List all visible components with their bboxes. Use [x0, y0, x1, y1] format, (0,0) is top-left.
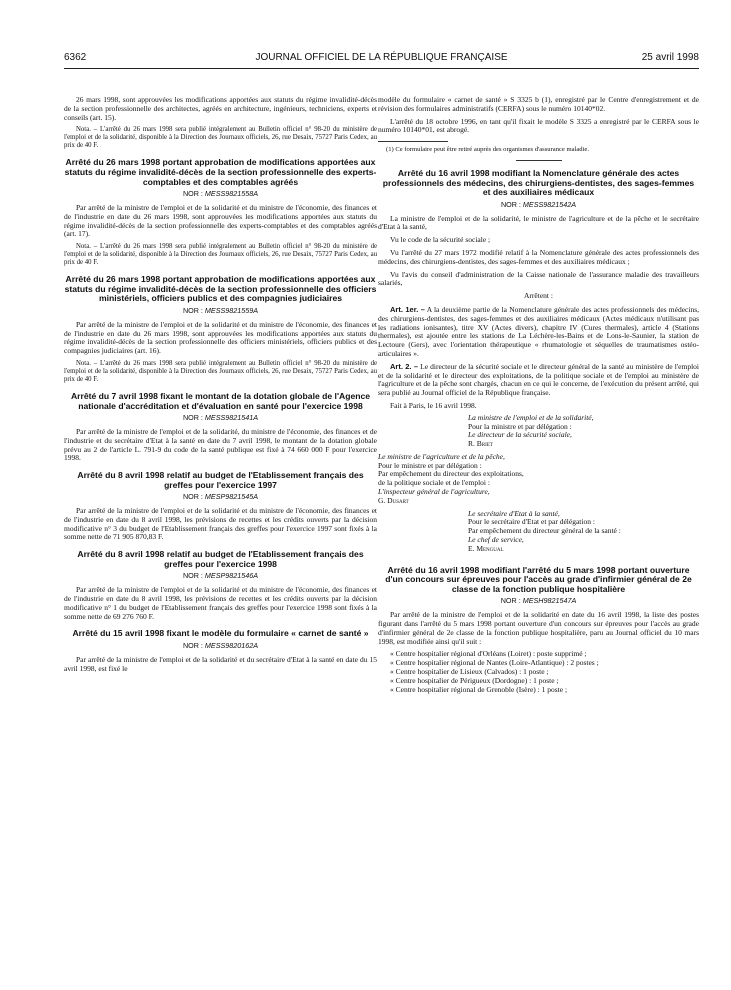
- decree-body: Par arrêté de la ministre de l'emploi et de la solidarité et du ministre de l'économie, des finances et de l'industrie en date du 26 mars 1998, sont approuvées les modifications apportées aux statuts du régime invalidité-décès de la section professionnelle des officiers ministériels, officiers publics et des compagnies judiciaires (art. 16).: [64, 319, 377, 356]
- decree-title: Arrêté du 26 mars 1998 portant approbation de modifications apportées aux statuts du régime invalidité-décès de la section professionnelle des officiers ministériels, officiers publics et des compagnies judiciaires: [64, 274, 377, 304]
- decree-title: Arrêté du 8 avril 1998 relatif au budget de l'Etablissement français des greffes pour l'exercice 1997: [77, 470, 364, 490]
- decree-title: Arrêté du 8 avril 1998 relatif au budget de l'Etablissement français des greffes pour l'exercice 1998: [77, 549, 364, 569]
- decree-body: Par arrêté de la ministre de l'emploi et de la solidarité et du ministre de l'économie, des finances et de l'industrie en date du 8 avril 1998, les prévisions de recettes et les crédits ouverts par la décision modificative n° 3 du budget de l'Etablissement français des greffes pour l'exercice 1997 sont fixés à la somme nette de 71 905 870,83 F.: [64, 506, 377, 542]
- decree-body: Par arrêté de la ministre de l'emploi et de la solidarité, du ministre de l'économie, des finances et de l'industrie et du secrétaire d'Etat à la santé en date du 7 avril 1998, le montant de la dotation globale prévu au 2 de l'article L. 791-9 du code de la santé publique est fixé à 74 660 000 F pour l'exercice 1998.: [64, 426, 377, 463]
- place-date: Fait à Paris, le 16 avril 1998.: [390, 400, 477, 410]
- issue-date: 25 avril 1998: [641, 52, 699, 63]
- post-list-item: « Centre hospitalier régional d'Orléans (Loiret) : poste supprimé ;: [390, 649, 587, 659]
- decree-body: Par arrêté de la ministre de l'emploi et de la solidarité et du ministre de l'économie, des finances et de l'industrie en date du 26 mars 1998, sont approuvées les modifications apportées aux statuts du régime invalidité-décès de la section professionnelle des experts-comptables et des comptables agréés (art. 17).: [64, 202, 377, 239]
- decree-body: Par arrêté de la ministre de l'emploi et de la solidarité et du secrétaire d'Etat à la santé en date du 15 avril 1998, est fixé le: [64, 654, 377, 673]
- preamble: La ministre de l'emploi et de la solidarité, le ministre de l'agriculture et de la pêche et le secrétaire d'Etat à la santé,: [378, 213, 699, 232]
- decree-body: Par arrêté de la ministre de l'emploi et de la solidarité et du ministre de l'économie, des finances et de l'industrie en date du 8 avril 1998, les prévisions de recettes et les crédits ouverts par la décision modificative n° 1 du budget de l'Etablissement français des greffes pour l'exercice 1998 sont fixés à la somme nette de 69 276 760 F.: [64, 585, 377, 621]
- visa: Vu l'avis du conseil d'administration de la Caisse nationale de l'assurance maladie des travailleurs salariés,: [378, 269, 699, 288]
- page-number: 6362: [64, 52, 87, 63]
- footnote-rule: [378, 141, 448, 142]
- post-list-item: « Centre hospitalier régional de Nantes (Loire-Atlantique) : 2 postes ;: [390, 658, 599, 668]
- left-column: [64, 96, 377, 677]
- nor-reference: NOR : MESS9821542A: [500, 199, 577, 209]
- signature-block: Le secrétaire d'Etat à la santé, Pour le secrétaire d'Etat et par délégation : Par empêchement du directeur général de la santé : Le chef de service, E. Mengual: [468, 508, 621, 553]
- decree-note: Nota. – L'arrêté du 26 mars 1998 sera publié intégralement au Bulletin officiel n° 98-20 du ministère de l'emploi et de la solidarité, disponible à la Direction des Journaux officiels, 26, rue Desaix, 75727 Paris Cedex, au prix de 40 F.: [64, 359, 377, 383]
- nor-reference: NOR : MESP9821545A: [182, 492, 259, 502]
- post-list-item: « Centre hospitalier régional de Grenoble (Isère) : 1 poste ;: [390, 684, 568, 694]
- continued-paragraph: L'arrêté du 18 octobre 1996, en tant qu'il fixait le modèle S 3325 a enregistré par le CERFA sous le numéro 10140*01, est abrogé.: [378, 116, 699, 135]
- post-list-item: « Centre hospitalier de Lisieux (Calvados) : 1 poste ;: [390, 667, 549, 677]
- right-column: [378, 96, 699, 694]
- decree-title: Arrêté du 26 mars 1998 portant approbation de modifications apportées aux statuts du régime invalidité-décès de la section professionnelle des experts-comptables et des comptables agréés: [64, 157, 377, 187]
- article-1: Art. 1er. – A la deuxième partie de la Nomenclature générale des actes professionnels des médecins, des chirurgiens-dentistes, des sages-femmes et des auxiliaires médicaux (Actes médicaux n'utilisant pas les radiations ionisantes), titre XV (Actes divers), chapitre IV (Cures thermales), article 4 (Stations thermales), est ajoutée entre les stations de La Léchère-les-Bains et de Lons-le-Saunier, la station de Lectoure (Gers), avec l'orientation thérapeutique « rhumatologie et séquelles de traumatismes ostéo-articulaires ».: [378, 304, 700, 358]
- intro-paragraph: 26 mars 1998, sont approuvées les modifications apportées aux statuts du régime invalidité-décès de la section professionnelle des architectes, agréés en architecture, ingénieurs, techniciens, experts et conseils (art. 15).: [64, 95, 377, 122]
- decree-title: Arrêté du 15 avril 1998 fixant le modèle du formulaire « carnet de santé »: [72, 628, 369, 639]
- nor-reference: NOR : MESS9821559A: [182, 305, 259, 315]
- decree-title: Arrêté du 7 avril 1998 fixant le montant de la dotation globale de l'Agence nationale d'accréditation et d'évaluation en santé pour l'exercice 1998: [70, 390, 371, 411]
- page-header: [64, 52, 699, 66]
- arretent: Arrêtent :: [524, 291, 553, 301]
- post-list-item: « Centre hospitalier de Périgueux (Dordogne) : 1 poste ;: [390, 675, 559, 685]
- decree-note: Nota. – L'arrêté du 26 mars 1998 sera publié intégralement au Bulletin officiel n° 98-20 du ministère de l'emploi et de la solidarité, disponible à la Direction des Journaux officiels, 26, rue Desaix, 75727 Paris Cedex, au prix de 40 F.: [64, 243, 377, 267]
- nor-reference: NOR : MESS9820162A: [182, 641, 259, 651]
- signature-block: Le ministre de l'agriculture et de la pêche, Pour le ministre et par délégation : Par empêchement du directeur des exploitations, de la politique sociale et de l'emploi : L'inspecteur général de l'agriculture, G. Dusart: [378, 451, 524, 505]
- visa: Vu l'arrêté du 27 mars 1972 modifié relatif à la Nomenclature générale des actes professionnels des médecins, des chirurgiens-dentistes, des sages-femmes et des auxiliaires médicaux ;: [378, 247, 699, 266]
- article-2: Art. 2. – Le directeur de la sécurité sociale et le directeur général de la santé au ministère de l'emploi et de la solidarité et le directeur des exploitations, de la politique sociale et de l'emploi au ministère de l'agriculture et de la pêche sont chargés, chacun en ce qui le concerne, de l'exécution du présent arrêté, qui sera publié au Journal officiel de la République française.: [378, 361, 699, 398]
- header-rule: [64, 68, 699, 69]
- decree-title: Arrêté du 16 avril 1998 modifiant l'arrêté du 5 mars 1998 portant ouverture d'un concours sur épreuves pour l'accès au grade d'infirmier général de 2e classe de la fonction publique hospitalière: [385, 564, 692, 594]
- section-separator: [516, 160, 562, 161]
- visa: Vu le code de la sécurité sociale ;: [390, 235, 491, 245]
- continued-paragraph: modèle du formulaire « carnet de santé » S 3325 b (1), enregistré par le Centre d'enregistrement et de révision des formulaires administratifs (CERFA) sous le numéro 10140*02.: [378, 95, 699, 113]
- signature-block: La ministre de l'emploi et de la solidarité, Pour la ministre et par délégation : Le directeur de la sécurité sociale, R. Briet: [468, 412, 594, 449]
- footnote: (1) Ce formulaire peut être retiré auprès des organismes d'assurance maladie.: [386, 146, 590, 154]
- nor-reference: NOR : MESS9821558A: [182, 189, 259, 199]
- journal-title: JOURNAL OFFICIEL DE LA RÉPUBLIQUE FRANÇAISE: [255, 52, 508, 63]
- intro-note: Nota. – L'arrêté du 26 mars 1998 sera publié intégralement au Bulletin officiel n° 98-20 du ministère de l'emploi et de la solidarité, disponible à la Direction des Journaux officiels, 26, rue Desaix, 75727 Paris Cedex, au prix de 40 F.: [64, 126, 377, 150]
- nor-reference: NOR : MESS9821541A: [182, 413, 259, 423]
- nor-reference: NOR : MESH9821547A: [500, 596, 577, 606]
- decree-body: Par arrêté de la ministre de l'emploi et de la solidarité en date du 16 avril 1998, la liste des postes figurant dans l'arrêté du 5 mars 1998 portant ouverture d'un concours sur épreuves pour l'accès au grade d'infirmier général de 2e classe de la fonction publique hospitalière, paru au Journal officiel du 10 mars 1998, est modifiée ainsi qu'il suit :: [378, 610, 699, 646]
- decree-title: Arrêté du 16 avril 1998 modifiant la Nomenclature générale des actes professionnels des médecins, des chirurgiens-dentistes, des sages-femmes et des auxiliaires médicaux: [382, 167, 695, 198]
- nor-reference: NOR : MESP9821546A: [182, 571, 259, 581]
